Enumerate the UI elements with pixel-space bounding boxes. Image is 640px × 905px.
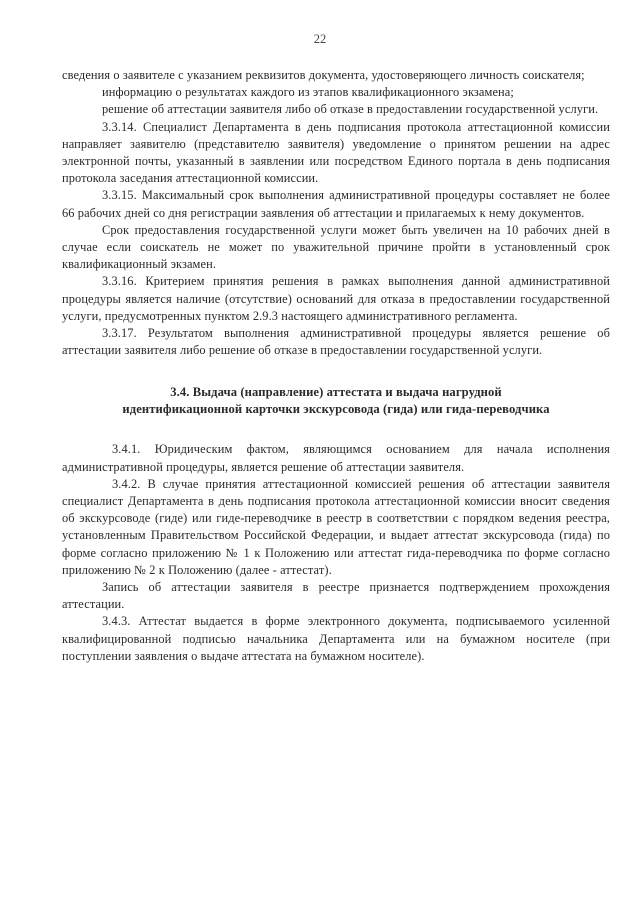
paragraph-3-4-1: 3.4.1. Юридическим фактом, являющимся основанием для начала исполнения административной процедуры, является решение об аттестации заявителя. — [62, 442, 610, 474]
section-heading — [62, 384, 610, 417]
paragraph-3-4-3: 3.4.3. Аттестат выдается в форме электронного документа, подписываемого усиленной квалифицированной подписью начальника Департамента или на бумажном носителе (при поступлении заявления о выдаче аттестата на бумажном носителе). — [62, 614, 610, 663]
section-heading-line-1: 3.4. Выдача (направление) аттестата и выдача нагрудной — [170, 385, 502, 400]
paragraph: решение об аттестации заявителя либо об отказе в предоставлении государственной услуги. — [102, 102, 599, 117]
paragraph: информацию о результатах каждого из этапов квалификационного экзамена; — [102, 85, 514, 100]
document-body — [62, 67, 610, 665]
paragraph-3-3-14: 3.3.14. Специалист Департамента в день подписания протокола аттестационной комиссии направляет заявителю (представителю заявителя) уведомление о принятом решении на адрес электронной почты, указанный в заявлении или посредством Единого портала в день подписания протокола заседания аттестационной комиссии. — [62, 119, 610, 186]
paragraph-3-3-15: 3.3.15. Максимальный срок выполнения административной процедуры составляет не более 66 рабочих дней со дня регистрации заявления об аттестации и прилагаемых к нему документов. — [62, 188, 610, 220]
paragraph-3-4-2: 3.4.2. В случае принятия аттестационной комиссией решения об аттестации заявителя специалист Департамента в день подписания протокола аттестационной комиссии вносит сведения об экскурсоводе (гиде) или гиде-переводчике в реестр в соответствии с порядком ведения реестра, установленным Правительством Российской Федерации, и выдает аттестат экскурсовода (гида) по форме согласно приложению № 1 к Положению или аттестат гида-переводчика по форме согласно приложению № 2 к Положению (далее - аттестат). — [62, 476, 610, 577]
paragraph-3-3-16: 3.3.16. Критерием принятия решения в рамках выполнения данной административной процедуры является наличие (отсутствие) оснований для отказа в предоставлении государственной услуги, предусмотренных пунктом 2.9.3 настоящего административного регламента. — [62, 274, 610, 323]
paragraph: Запись об аттестации заявителя в реестре признается подтверждением прохождения аттестации. — [62, 580, 610, 612]
page-number: 22 — [313, 32, 327, 46]
paragraph: Срок предоставления государственной услуги может быть увеличен на 10 рабочих дней в случае если соискатель не может по уважительной причине пройти в установленный срок квалификационный экзамен. — [62, 222, 610, 272]
paragraph-3-3-17: 3.3.17. Результатом выполнения административной процедуры является решение об аттестации заявителя либо решение об отказе в предоставлении государственной услуги. — [62, 326, 610, 358]
paragraph: сведения о заявителе с указанием реквизитов документа, удостоверяющего личность соискателя; — [62, 68, 585, 82]
section-heading-line-2: идентификационной карточки экскурсовода (гида) или гида-переводчика — [122, 401, 550, 416]
